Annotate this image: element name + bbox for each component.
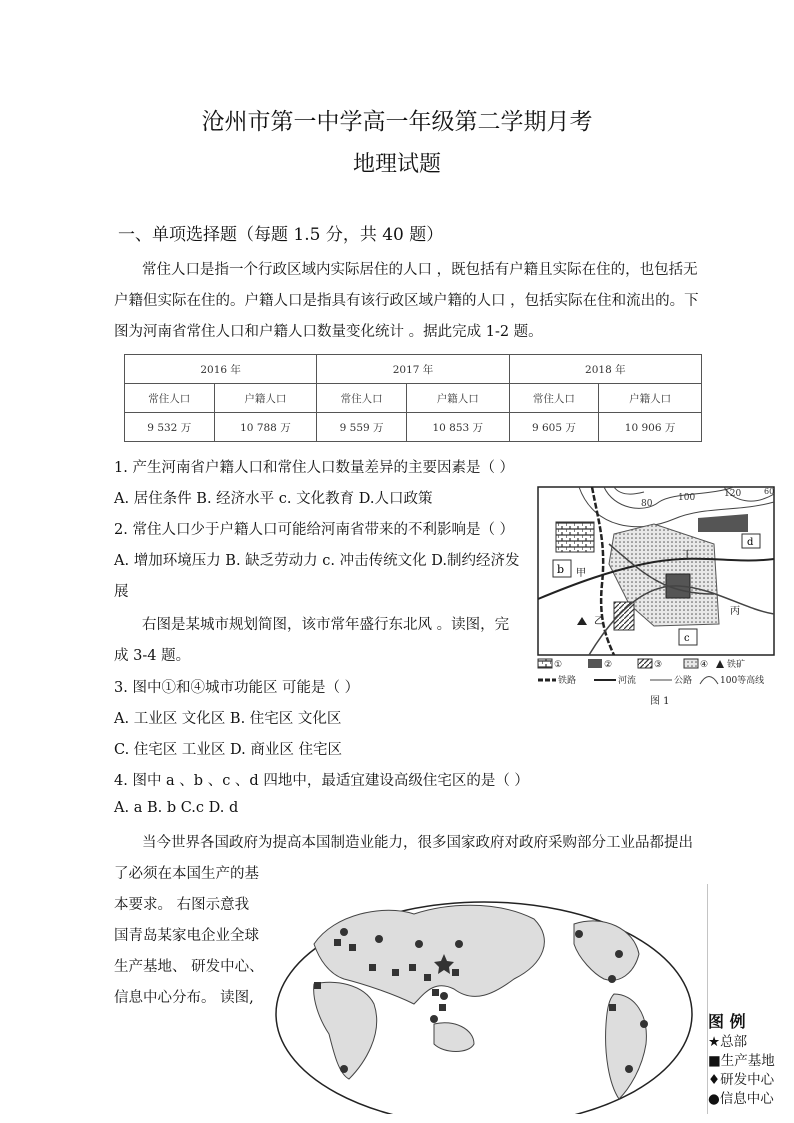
legend-row-hq: ★总部	[708, 1034, 748, 1050]
label-d: d	[747, 537, 754, 548]
q3-options-ab: A. 工业区 文化区 B. 住宅区 文化区	[114, 711, 342, 727]
intro1-line3: 图为河南省常住人口和户籍人口数量变化统计 。据此完成 1-2 题。	[114, 324, 543, 340]
q2-stem: 2. 常住人口少于户籍人口可能给河南省带来的不利影响是（ ）	[114, 522, 515, 538]
label-bing: 丙	[730, 606, 740, 617]
legend-road: 公路	[674, 676, 693, 686]
intro1-line1: 常住人口是指一个行政区域内实际居住的人口 ，既包括有户籍且实际在住的，也包括无	[142, 262, 698, 278]
legend-iron: 铁矿	[727, 660, 746, 670]
q4-options: A. a B. b C.c D. d	[114, 800, 239, 816]
legend-1: ①	[554, 660, 563, 670]
q2-options-cont: 展	[114, 584, 129, 600]
legend-river: 河流	[618, 676, 637, 686]
intro3-line5: 生产基地、 研发中心、	[114, 959, 264, 975]
intro3-line3: 本要求。 右图示意我	[114, 897, 250, 913]
section-heading: 一、单项选择题（每题 1.5 分，共 40 题）	[118, 225, 444, 245]
q4-stem: 4. 图中 a 、b 、c 、d 四地中，最适宜建设高级住宅区的是（ ）	[114, 773, 529, 789]
intro1-line2: 户籍但实际在住的。户籍人口是指具有该行政区域户籍的人口 ，包括实际在住和流出的。下	[114, 293, 699, 309]
world-map-legend	[708, 1012, 775, 1109]
table-year-2018: 2018 年	[509, 355, 701, 384]
q3-stem: 3. 图中①和④城市功能区 可能是（ ）	[114, 680, 360, 696]
table-year-2016: 2016 年	[125, 355, 317, 384]
label-yi: 乙	[594, 616, 604, 627]
legend-4: ④	[700, 660, 709, 670]
legend-railway: 铁路	[558, 676, 577, 686]
q1-stem: 1. 产生河南省户籍人口和常住人口数量差异的主要因素是（ ）	[114, 460, 515, 476]
intro2-line2: 成 3-4 题。	[114, 648, 191, 664]
table-header: 户籍人口	[599, 384, 702, 413]
contour-label: 60	[764, 487, 775, 496]
city-planning-map	[534, 484, 778, 712]
table-cell: 10 906 万	[599, 413, 702, 442]
intro2-line1: 右图是某城市规划简图，该市常年盛行东北风 。读图，完	[142, 617, 510, 633]
diamond-icon: ♦	[708, 1072, 721, 1088]
world-distribution-map	[274, 884, 708, 1114]
contour-label: 100	[678, 493, 696, 503]
legend-row-rnd: ♦研发中心	[708, 1072, 775, 1088]
table-cell: 9 532 万	[125, 413, 215, 442]
contour-label: 120	[724, 489, 742, 499]
table-header: 常住人口	[317, 384, 407, 413]
table-cell: 9 559 万	[317, 413, 407, 442]
circle-icon: ●	[708, 1091, 720, 1107]
legend-contour: 100等高线	[720, 676, 765, 686]
star-icon: ★	[708, 1034, 721, 1050]
label-c: c	[684, 633, 690, 644]
intro3-line1: 当今世界各国政府为提高本国制造业能力，很多国家政府对政府采购部分工业品都提出	[142, 835, 693, 851]
table-year-2017: 2017 年	[317, 355, 509, 384]
table-header: 常住人口	[509, 384, 599, 413]
table-cell: 10 788 万	[214, 413, 317, 442]
q3-options-cd: C. 住宅区 工业区 D. 商业区 住宅区	[114, 742, 342, 758]
table-header: 户籍人口	[406, 384, 509, 413]
legend-row-info: ●信息中心	[708, 1091, 774, 1107]
table-header: 户籍人口	[214, 384, 317, 413]
contour-label: 80	[641, 499, 653, 509]
legend-2: ②	[604, 660, 613, 670]
label-b: b	[557, 563, 565, 576]
legend-3: ③	[654, 660, 663, 670]
table-header: 常住人口	[125, 384, 215, 413]
intro3-line6: 信息中心分布。 读图,	[114, 990, 254, 1006]
population-table	[124, 354, 702, 442]
label-jia: 甲	[576, 568, 586, 579]
legend-row-production: ■生产基地	[708, 1053, 775, 1069]
table-cell: 9 605 万	[509, 413, 599, 442]
intro3-line2: 了必须在本国生产的基	[114, 866, 259, 882]
q1-options: A. 居住条件 B. 经济水平 c. 文化教育 D.人口政策	[114, 491, 433, 507]
square-icon: ■	[708, 1053, 721, 1069]
legend-title: 图 例	[708, 1012, 746, 1031]
intro3-line4: 国青岛某家电企业全球	[114, 928, 259, 944]
label-ding: 丁	[682, 550, 692, 561]
exam-title: 沧州市第一中学高一年级第二学期月考	[201, 109, 593, 135]
q2-options: A. 增加环境压力 B. 缺乏劳动力 c. 冲击传统文化 D.制约经济发	[114, 553, 520, 569]
exam-subtitle: 地理试题	[352, 152, 441, 177]
table-cell: 10 853 万	[406, 413, 509, 442]
figure-caption: 图 1	[650, 696, 670, 707]
